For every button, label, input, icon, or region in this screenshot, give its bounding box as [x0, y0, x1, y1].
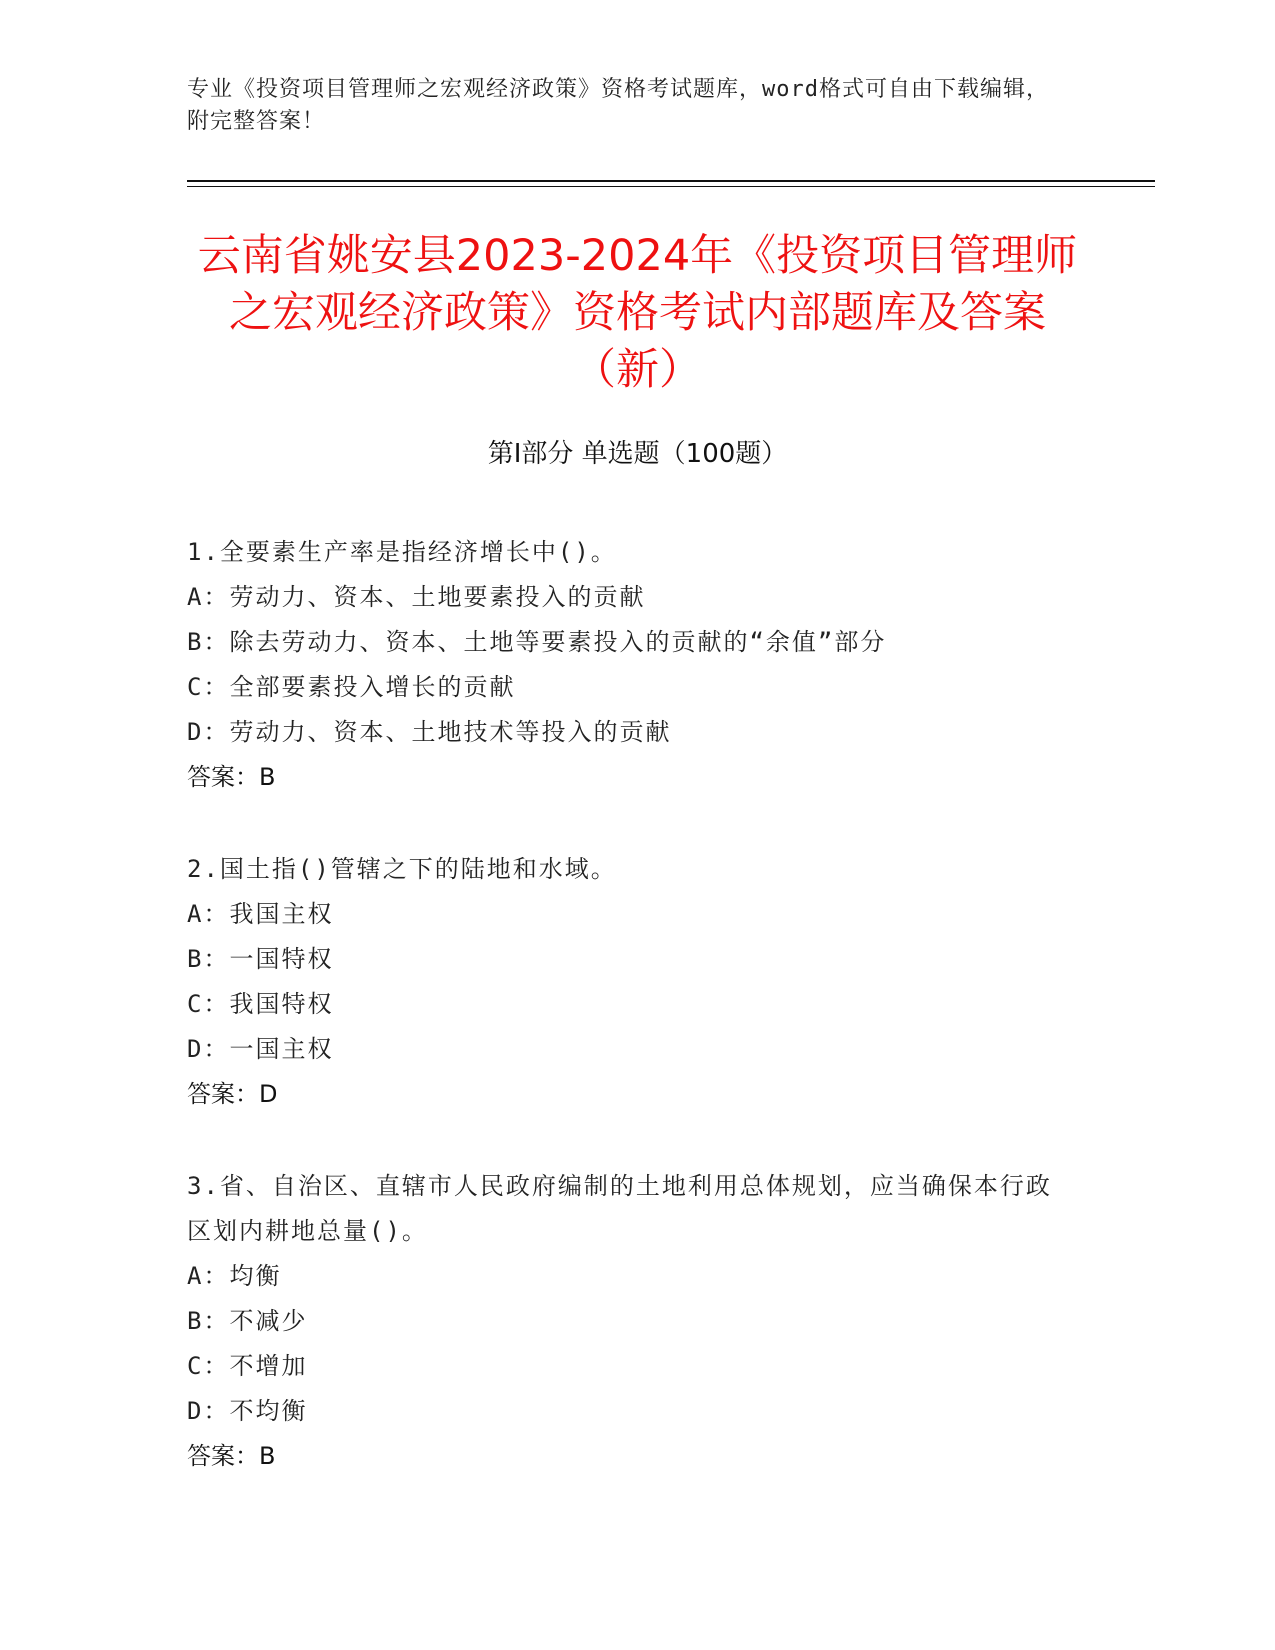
option-d: D：一国主权	[187, 1035, 334, 1063]
answer: 答案：B	[187, 763, 276, 791]
answer: 答案：B	[187, 1442, 276, 1470]
question-stem: 2.国土指()管辖之下的陆地和水域。	[187, 855, 617, 883]
option-a: A：均衡	[187, 1262, 282, 1290]
option-d: D：劳动力、资本、土地技术等投入的贡献	[187, 718, 672, 746]
option-c: C：我国特权	[187, 990, 334, 1018]
option-d: D：不均衡	[187, 1397, 308, 1425]
question-list	[187, 530, 1067, 1526]
header-note: 专业《投资项目管理师之宏观经济政策》资格考试题库，word格式可自由下载编辑，附完整答案！	[187, 77, 1049, 134]
option-b: B：一国特权	[187, 945, 334, 973]
question-item	[187, 1164, 1067, 1479]
question-item	[187, 847, 1067, 1117]
header-divider-thick	[187, 180, 1155, 182]
section-heading: 第I部分 单选题（100题）	[487, 439, 788, 469]
answer: 答案：D	[187, 1080, 278, 1108]
question-stem: 1.全要素生产率是指经济增长中()。	[187, 538, 617, 566]
option-b: B：不减少	[187, 1307, 308, 1335]
question-item	[187, 530, 1067, 800]
option-a: A：劳动力、资本、土地要素投入的贡献	[187, 583, 646, 611]
document-title: 云南省姚安县2023-2024年《投资项目管理师之宏观经济政策》资格考试内部题库及答案（新）	[197, 231, 1078, 395]
option-a: A：我国主权	[187, 900, 334, 928]
option-c: C：不增加	[187, 1352, 308, 1380]
option-b: B：除去劳动力、资本、土地等要素投入的贡献的“余值”部分	[187, 628, 887, 656]
option-c: C：全部要素投入增长的贡献	[187, 673, 516, 701]
question-stem: 3.省、自治区、直辖市人民政府编制的土地利用总体规划，应当确保本行政区划内耕地总量()。	[187, 1172, 1052, 1245]
header-divider-thin	[187, 186, 1155, 187]
